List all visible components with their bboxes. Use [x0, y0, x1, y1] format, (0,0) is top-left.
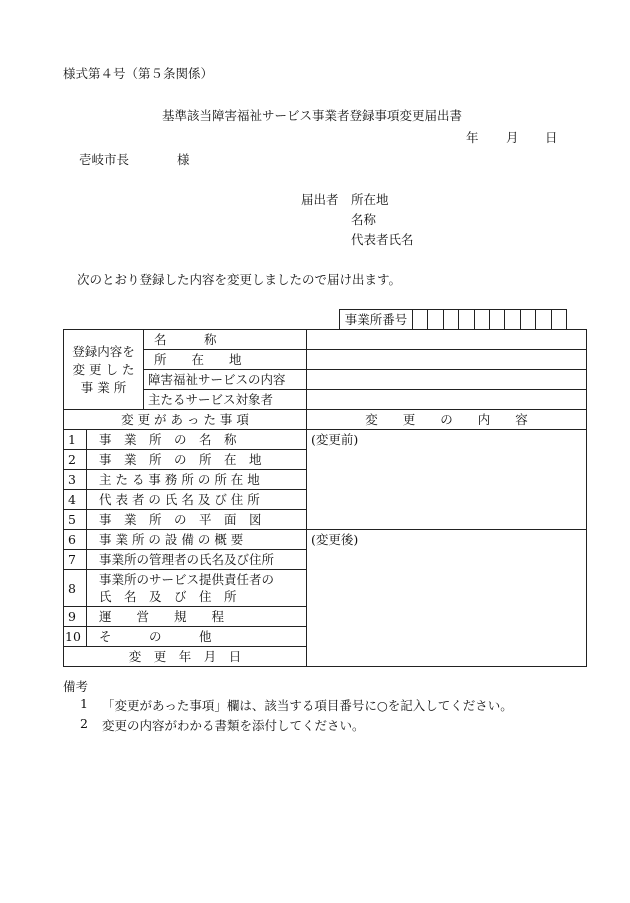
registered-name-value[interactable]: [307, 330, 587, 350]
change-item-row: [64, 430, 587, 450]
office-number-digit[interactable]: [536, 310, 551, 330]
change-item-text: 運 営 規 程: [87, 607, 307, 627]
registered-group-line: 変 更 し た: [72, 361, 135, 377]
registered-group-line: 登録内容を: [72, 343, 135, 359]
office-number-digit[interactable]: [521, 310, 536, 330]
office-number-digit[interactable]: [475, 310, 490, 330]
note-text: 「変更があった事項」欄は、該当する項目番号に○を記入してください。: [102, 698, 513, 713]
registered-field-label: 主たるサービス対象者: [144, 390, 307, 410]
change-item-text: 主 た る 事 務 所 の 所 在 地: [87, 470, 307, 490]
submitter-rep-label: 代表者氏名: [351, 232, 414, 247]
changes-header-left: 変 更 が あ っ た 事 項: [64, 410, 307, 430]
registered-group-label: [64, 330, 144, 410]
office-number-digit[interactable]: [505, 310, 520, 330]
change-item-number[interactable]: 3: [64, 470, 87, 490]
after-content[interactable]: [307, 530, 587, 667]
change-item-text: そ の 他: [87, 627, 307, 647]
change-item-number[interactable]: 2: [64, 450, 87, 470]
registered-field-label: 名 称: [144, 330, 307, 350]
submission-day: 日: [545, 130, 558, 145]
change-item-number[interactable]: 10: [64, 627, 87, 647]
office-number-digit[interactable]: [459, 310, 474, 330]
addressee-honorific: 様: [177, 152, 190, 167]
registered-service-value[interactable]: [307, 370, 587, 390]
change-date-label: 変 更 年 月 日: [64, 647, 307, 667]
submitter-label: 届出者: [301, 192, 339, 207]
before-label: (変更前): [311, 432, 359, 447]
change-item-text: 事 業 所 の 名 称: [87, 430, 307, 450]
registered-field-label: 所 在 地: [144, 350, 307, 370]
note-number: 1: [80, 696, 88, 711]
submitter-address-label: 所在地: [351, 192, 389, 207]
office-number-label: 事業所番号: [340, 310, 413, 330]
change-item-number[interactable]: 4: [64, 490, 87, 510]
office-number-box: [339, 309, 567, 330]
form-number-label: 様式第４号（第５条関係）: [63, 66, 214, 81]
change-item-text: 事 業 所 の 設 備 の 概 要: [87, 530, 307, 550]
office-number-digit[interactable]: [490, 310, 505, 330]
office-number-digit[interactable]: [444, 310, 459, 330]
change-item-text: 代 表 者 の 氏 名 及 び 住 所: [87, 490, 307, 510]
change-item-row: [64, 530, 587, 550]
registered-target-value[interactable]: [307, 390, 587, 410]
change-item-number[interactable]: 1: [64, 430, 87, 450]
registered-group-line: 事 業 所: [80, 379, 127, 395]
change-item-text: 事業所の管理者の氏名及び住所: [87, 550, 307, 570]
change-item-text: [87, 570, 307, 607]
office-number-digit[interactable]: [552, 310, 566, 330]
change-form-table: [63, 329, 587, 667]
submitter-name-label: 名称: [351, 212, 377, 227]
after-label: (変更後): [311, 532, 359, 547]
submission-month: 月: [506, 130, 519, 145]
note-text: 変更の内容がわかる書類を添付してください。: [102, 718, 365, 733]
changes-header-right: 変 更 の 内 容: [307, 410, 587, 430]
changes-header-row: [64, 410, 587, 430]
registered-address-value[interactable]: [307, 350, 587, 370]
office-number-digit[interactable]: [428, 310, 443, 330]
office-number-digit[interactable]: [413, 310, 428, 330]
notes-title: 備考: [63, 679, 89, 694]
before-content[interactable]: [307, 430, 587, 530]
change-item-text: 事 業 所 の 平 面 図: [87, 510, 307, 530]
registered-field-label: 障害福祉サービスの内容: [144, 370, 307, 390]
form-title: 基準該当障害福祉サービス事業者登録事項変更届出書: [162, 108, 463, 123]
change-item-number[interactable]: 5: [64, 510, 87, 530]
change-item-text-line: 氏 名 及 び 住 所: [99, 589, 237, 604]
change-item-text: 事 業 所 の 所 在 地: [87, 450, 307, 470]
registered-row: [64, 330, 587, 350]
note-number: 2: [80, 716, 88, 731]
change-item-text-line: 事業所のサービス提供責任者の: [99, 572, 275, 587]
addressee-name: 壱岐市長: [79, 152, 130, 167]
intro-text: 次のとおり登録した内容を変更しましたので届け出ます。: [77, 272, 402, 287]
change-item-number[interactable]: 6: [64, 530, 87, 550]
change-item-number[interactable]: 9: [64, 607, 87, 627]
submission-year: 年: [466, 130, 479, 145]
change-item-number[interactable]: 8: [64, 570, 87, 607]
change-item-number[interactable]: 7: [64, 550, 87, 570]
